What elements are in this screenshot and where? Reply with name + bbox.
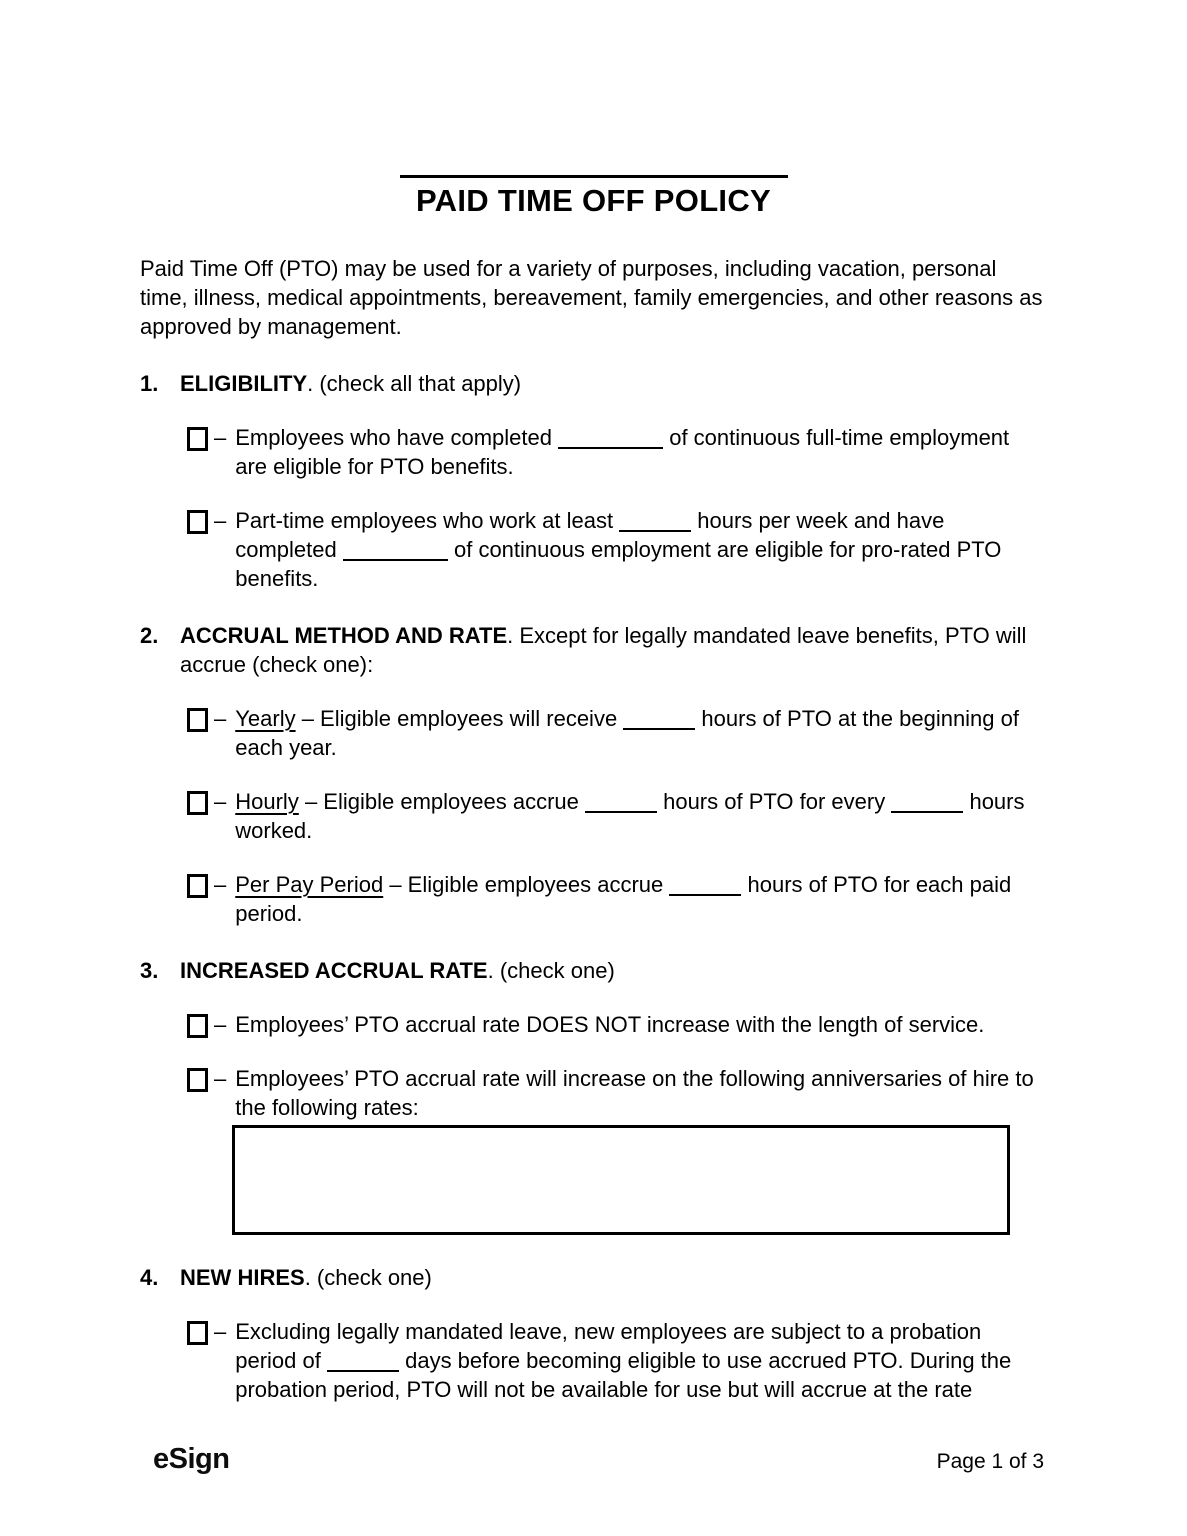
checkbox[interactable] (187, 708, 208, 732)
section-title: INCREASED ACCRUAL RATE (180, 958, 488, 983)
section-heading-rest: . Except for legally mandated leave benefits, PTO will accrue (check one): (180, 623, 1027, 677)
section-number: 4. (140, 1265, 159, 1290)
item-text-run: – Eligible employees accrue (383, 872, 670, 897)
document-header (140, 0, 1047, 221)
checkbox-item (187, 787, 1047, 845)
section-heading-rest: . (check one) (487, 958, 615, 983)
item-text (235, 1317, 1047, 1404)
section-heading-text (180, 369, 1047, 398)
item-dash: – (214, 872, 227, 897)
section-number: 3. (140, 958, 159, 983)
fill-in-blank[interactable] (558, 446, 663, 449)
checkbox[interactable] (187, 1014, 208, 1038)
item-text-run: hours of PTO for each paid period. (235, 872, 1012, 926)
fill-in-blank[interactable] (669, 893, 741, 896)
intro-paragraph: Paid Time Off (PTO) may be used for a variety of purposes, including vacation, personal time, illness, medical appointments, bereavement, family emergencies, and other reasons as approved by management. (140, 256, 1043, 339)
item-text (235, 1064, 1047, 1122)
item-text-run: hours worked. (235, 789, 1025, 843)
section-title: ACCRUAL METHOD AND RATE (180, 623, 508, 648)
section-heading (140, 956, 1047, 985)
item-dash: – (214, 789, 227, 814)
checkbox-item (187, 1317, 1047, 1404)
checkbox[interactable] (187, 510, 208, 534)
item-text-run: Employees who have completed (235, 425, 559, 450)
item-text-run: Employees’ PTO accrual rate will increase on the following anniversaries of hire to the following rates: (235, 1066, 1034, 1120)
fill-in-blank[interactable] (619, 529, 691, 532)
fill-in-blank[interactable] (623, 727, 695, 730)
item-text-run: Employees’ PTO accrual rate DOES NOT increase with the length of service. (235, 1012, 985, 1037)
section-number: 2. (140, 623, 159, 648)
underlined-term: Hourly (235, 789, 299, 814)
sections-container (140, 369, 1047, 1404)
checkbox[interactable] (187, 1321, 208, 1345)
checkbox-item (187, 423, 1047, 481)
item-dash: – (214, 706, 227, 731)
fill-in-blank[interactable] (327, 1369, 399, 1372)
policy-section (140, 621, 1047, 928)
fill-in-blank[interactable] (585, 810, 657, 813)
item-dash: – (214, 1012, 227, 1037)
rates-text-box[interactable] (232, 1125, 1010, 1235)
checkbox-item (187, 506, 1047, 593)
item-text (235, 423, 1047, 481)
section-title: ELIGIBILITY (180, 371, 308, 396)
item-text-run: Part-time employees who work at least (235, 508, 620, 533)
checkbox[interactable] (187, 427, 208, 451)
document-footer (153, 1445, 1044, 1476)
item-dash: – (214, 508, 227, 533)
page-number: Page 1 of 3 (936, 1450, 1044, 1473)
item-text-run: of continuous employment are eligible for pro-rated PTO benefits. (235, 537, 1002, 591)
underlined-term: Per Pay Period (235, 872, 384, 897)
policy-section (140, 1263, 1047, 1404)
item-text (235, 787, 1047, 845)
company-name-line[interactable] (400, 175, 788, 178)
item-text-run: – Eligible employees will receive (295, 706, 624, 731)
section-heading (140, 621, 1047, 679)
checkbox-item (187, 1064, 1047, 1122)
item-text-run: hours per week and have completed (235, 508, 945, 562)
section-heading-rest: . (check one) (304, 1265, 432, 1290)
checkbox-item (187, 704, 1047, 762)
checkbox[interactable] (187, 1068, 208, 1092)
page-title: PAID TIME OFF POLICY (415, 183, 772, 218)
item-text (235, 1010, 1047, 1039)
section-heading-text (180, 621, 1047, 679)
checkbox[interactable] (187, 874, 208, 898)
fill-in-blank[interactable] (343, 558, 448, 561)
item-text-run: Excluding legally mandated leave, new employees are subject to a probation period of (235, 1319, 982, 1373)
section-heading (140, 369, 1047, 398)
item-text-run: hours of PTO at the beginning of each year. (235, 706, 1019, 760)
item-text (235, 870, 1047, 928)
section-number: 1. (140, 371, 159, 396)
section-title: NEW HIRES (180, 1265, 305, 1290)
item-dash: – (214, 1066, 227, 1091)
item-text-run: hours of PTO for every (656, 789, 892, 814)
policy-section (140, 369, 1047, 593)
fill-in-blank[interactable] (891, 810, 963, 813)
item-text-run: days before becoming eligible to use accrued PTO. During the probation period, PTO will not be available for use but will accrue at the rate (235, 1348, 1012, 1402)
checkbox-item (187, 870, 1047, 928)
underlined-term: Yearly (235, 706, 296, 731)
section-heading-text (180, 1263, 1047, 1292)
item-text (235, 506, 1047, 593)
item-text-run: – Eligible employees accrue (298, 789, 585, 814)
item-dash: – (214, 1319, 227, 1344)
item-text (235, 704, 1047, 762)
section-heading-rest: . (check all that apply) (307, 371, 522, 396)
checkbox-item (187, 1010, 1047, 1039)
section-heading (140, 1263, 1047, 1292)
checkbox[interactable] (187, 791, 208, 815)
item-text-run: of continuous full-time employment are eligible for PTO benefits. (235, 425, 1010, 479)
item-dash: – (214, 425, 227, 450)
esign-logo: eSign (153, 1443, 230, 1475)
section-heading-text (180, 956, 1047, 985)
policy-section (140, 956, 1047, 1235)
